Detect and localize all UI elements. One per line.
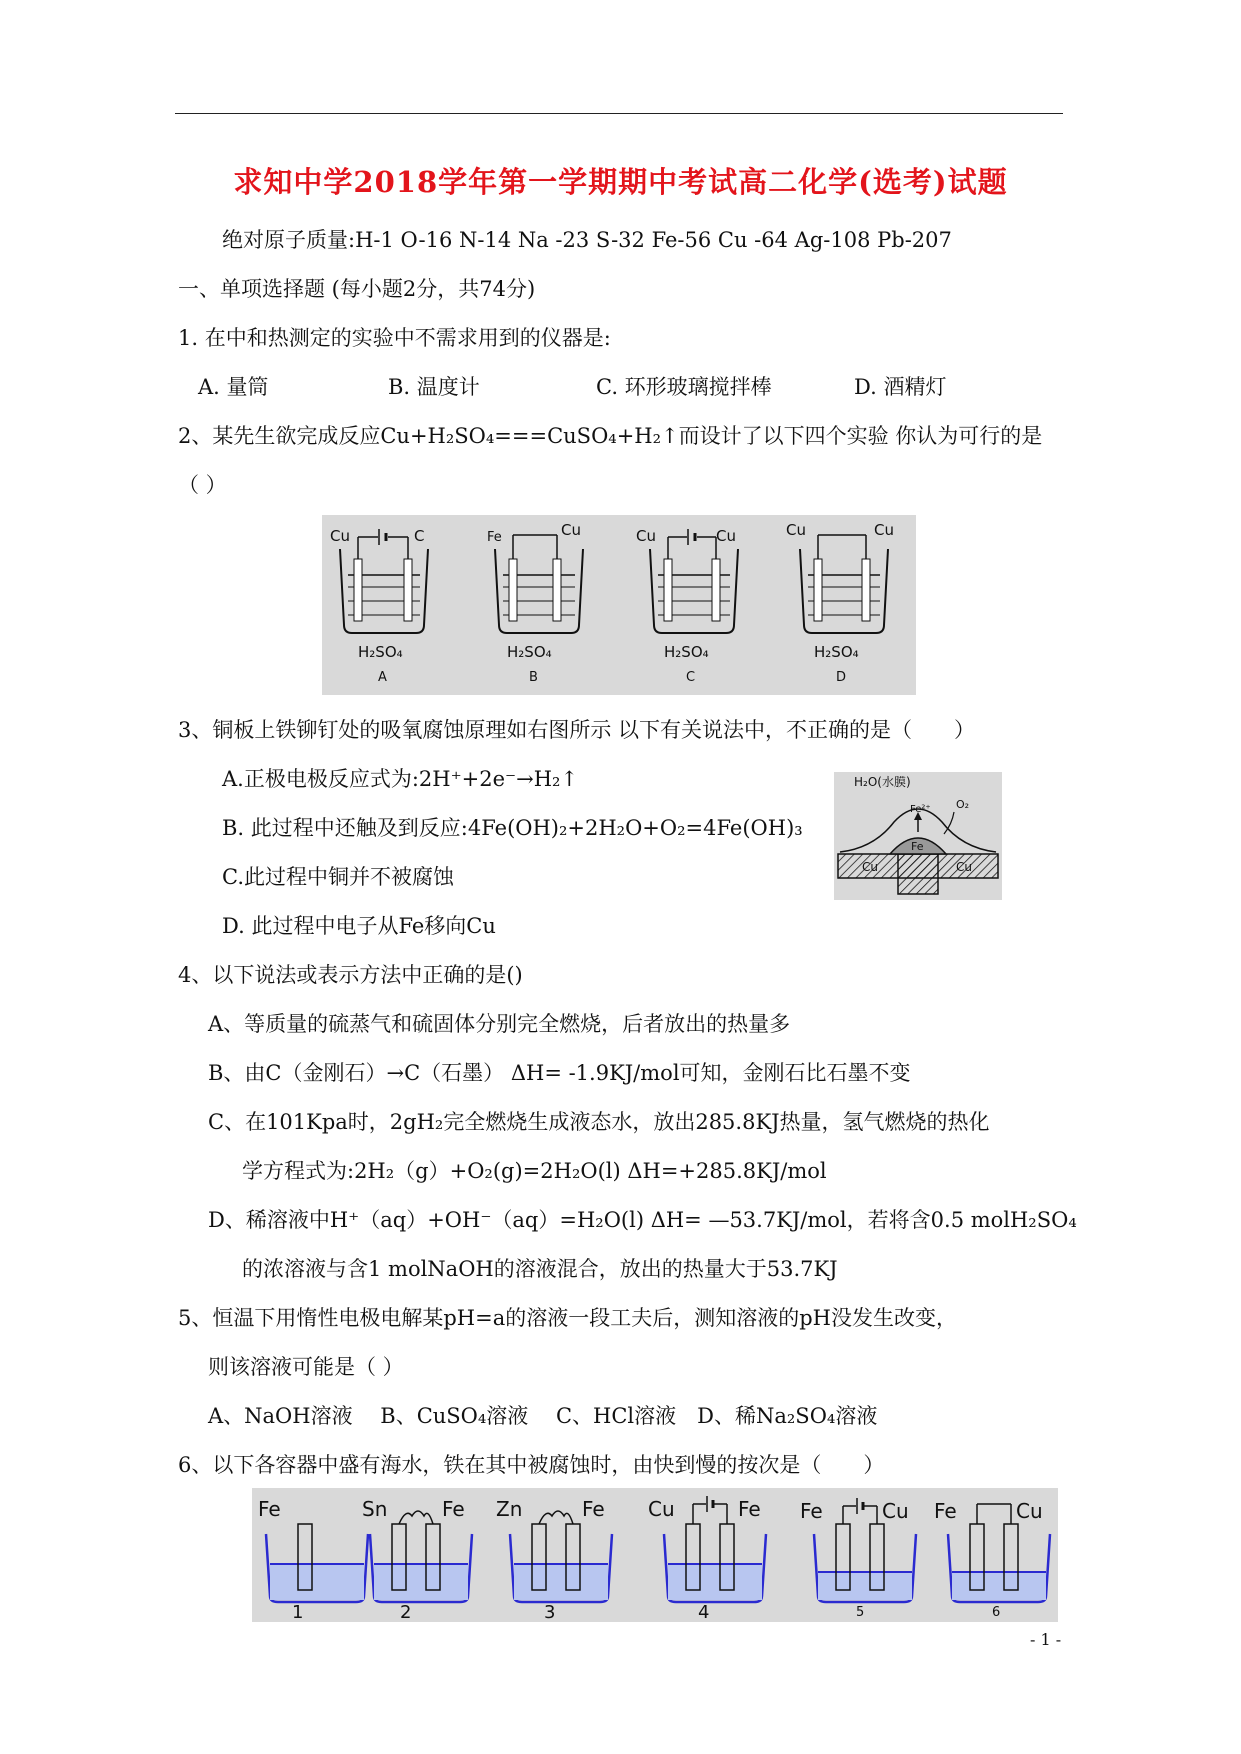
question-6-figure [252, 1488, 1058, 1622]
figure-ion-label: Fe²⁺ [910, 804, 931, 815]
question-2-blank: （ ） [178, 473, 227, 497]
container-4-left: Cu [648, 1497, 675, 1521]
figure-plate-left-label: Cu [862, 860, 878, 874]
figure-oxygen-label: O₂ [956, 798, 970, 811]
container-4-number: 4 [698, 1602, 710, 1622]
question-4-option-c-line1: C、在101Kpa时，2gH₂完全燃烧生成液态水，放出285.8KJ热量，氢气燃烧的热化 [208, 1110, 990, 1134]
cell-c-solution: H₂SO₄ [664, 643, 709, 661]
figure-plate-right-label: Cu [956, 860, 972, 874]
container-6-right: Cu [1016, 1499, 1043, 1523]
container-2-number: 2 [400, 1602, 412, 1622]
question-2-figure [322, 515, 916, 695]
section-heading: 一、单项选择题 (每小题2分，共74分) [178, 277, 536, 301]
cell-d-right-label: Cu [874, 521, 894, 539]
container-5-right: Cu [882, 1499, 909, 1523]
question-1-option-d: D. 酒精灯 [854, 375, 947, 399]
question-3-figure [834, 772, 1002, 900]
cell-c-right-label: Cu [716, 527, 736, 545]
question-1-stem: 1. 在中和热测定的实验中不需求用到的仪器是: [178, 326, 611, 350]
question-4-option-c-line2: 学方程式为:2H₂（g）+O₂(g)=2H₂O(l) ΔH=+285.8KJ/mol [242, 1159, 827, 1183]
question-4-option-d-line2: 的浓溶液与含1 molNaOH的溶液混合，放出的热量大于53.7KJ [242, 1257, 838, 1281]
cell-c-left-label: Cu [636, 527, 656, 545]
question-6-stem: 6、以下各容器中盛有海水，铁在其中被腐蚀时，由快到慢的按次是（ ） [178, 1453, 885, 1477]
question-1-option-a: A. 量筒 [198, 375, 269, 399]
cell-d-solution: H₂SO₄ [814, 643, 859, 661]
container-2 [362, 1497, 472, 1622]
question-3-option-c: C.此过程中铜并不被腐蚀 [222, 865, 454, 889]
question-4-stem: 4、以下说法或表示方法中正确的是() [178, 963, 523, 987]
cell-a-letter: A [378, 670, 387, 685]
header-rule [175, 113, 1063, 114]
container-3 [496, 1497, 612, 1622]
container-6-left: Fe [934, 1499, 957, 1523]
question-1-option-c: C. 环形玻璃搅拌棒 [596, 375, 772, 399]
question-3-option-d: D. 此过程中电子从Fe移向Cu [222, 914, 496, 938]
page-title: 求知中学2018学年第一学期期中考试高二化学(选考)试题 [233, 165, 1008, 199]
container-4 [648, 1496, 766, 1622]
cell-b-left-label: Fe [487, 530, 502, 545]
cell-b [487, 521, 583, 685]
cell-a [330, 527, 428, 685]
cell-a-left-label: Cu [330, 527, 350, 545]
question-3-option-a: A.正极电极反应式为:2H⁺+2e⁻→H₂↑ [222, 767, 579, 791]
question-5-stem-line2: 则该溶液可能是（ ） [208, 1355, 404, 1379]
cell-b-letter: B [529, 670, 538, 685]
cell-d-letter: D [836, 670, 847, 685]
question-4-option-a: A、等质量的硫蒸气和硫固体分别完全燃烧，后者放出的热量多 [208, 1012, 791, 1036]
cell-c [636, 527, 738, 685]
cell-a-right-label: C [414, 527, 425, 545]
container-5 [800, 1498, 916, 1620]
cell-d [786, 521, 894, 685]
question-4-option-d-line1: D、稀溶液中H⁺（aq）+OH⁻（aq）=H₂O(l) ΔH= —53.7KJ/mol，若将含0.5 molH₂SO₄ [208, 1208, 1077, 1232]
container-6-number: 6 [992, 1605, 1001, 1620]
container-2-right: Fe [442, 1497, 465, 1521]
container-1-left: Fe [258, 1497, 281, 1521]
container-4-right: Fe [738, 1497, 761, 1521]
page-number: - 1 - [1030, 1630, 1062, 1649]
cell-d-left-label: Cu [786, 521, 806, 539]
container-5-number: 5 [856, 1605, 865, 1620]
container-1-number: 1 [292, 1602, 304, 1622]
figure-rivet-label: Fe [911, 840, 924, 853]
question-5-stem-line1: 5、恒温下用惰性电极电解某pH=a的溶液一段工夫后，测知溶液的pH没发生改变， [178, 1306, 957, 1330]
question-5-options: A、NaOH溶液 B、CuSO₄溶液 C、HCl溶液 D、稀Na₂SO₄溶液 [208, 1404, 878, 1428]
container-6 [934, 1499, 1050, 1620]
question-1-option-b: B. 温度计 [388, 375, 480, 399]
figure-water-label: H₂O(水膜) [854, 775, 911, 789]
cell-b-right-label: Cu [561, 521, 581, 539]
question-3-option-b: B. 此过程中还触及到反应:4Fe(OH)₂+2H₂O+O₂=4Fe(OH)₃ [222, 816, 803, 840]
cell-a-solution: H₂SO₄ [358, 643, 403, 661]
question-2-stem: 2、某先生欲完成反应Cu+H₂SO₄===CuSO₄+H₂↑而设计了以下四个实验 你认为可行的是 [178, 424, 1043, 448]
question-4-option-b: B、由C（金刚石）→C（石墨） ΔH= -1.9KJ/mol可知，金刚石比石墨不变 [208, 1061, 911, 1085]
container-3-right: Fe [582, 1497, 605, 1521]
atomic-masses: 绝对原子质量:H-1 O-16 N-14 Na -23 S-32 Fe-56 Cu -64 Ag-108 Pb-207 [222, 228, 952, 252]
cell-b-solution: H₂SO₄ [507, 643, 552, 661]
question-3-stem: 3、铜板上铁铆钉处的吸氧腐蚀原理如右图所示 以下有关说法中，不正确的是（ ） [178, 718, 976, 742]
container-3-number: 3 [544, 1602, 556, 1622]
container-3-left: Zn [496, 1497, 523, 1521]
container-1 [258, 1497, 368, 1622]
container-2-left: Sn [362, 1497, 388, 1521]
container-5-left: Fe [800, 1499, 823, 1523]
cell-c-letter: C [686, 670, 696, 685]
